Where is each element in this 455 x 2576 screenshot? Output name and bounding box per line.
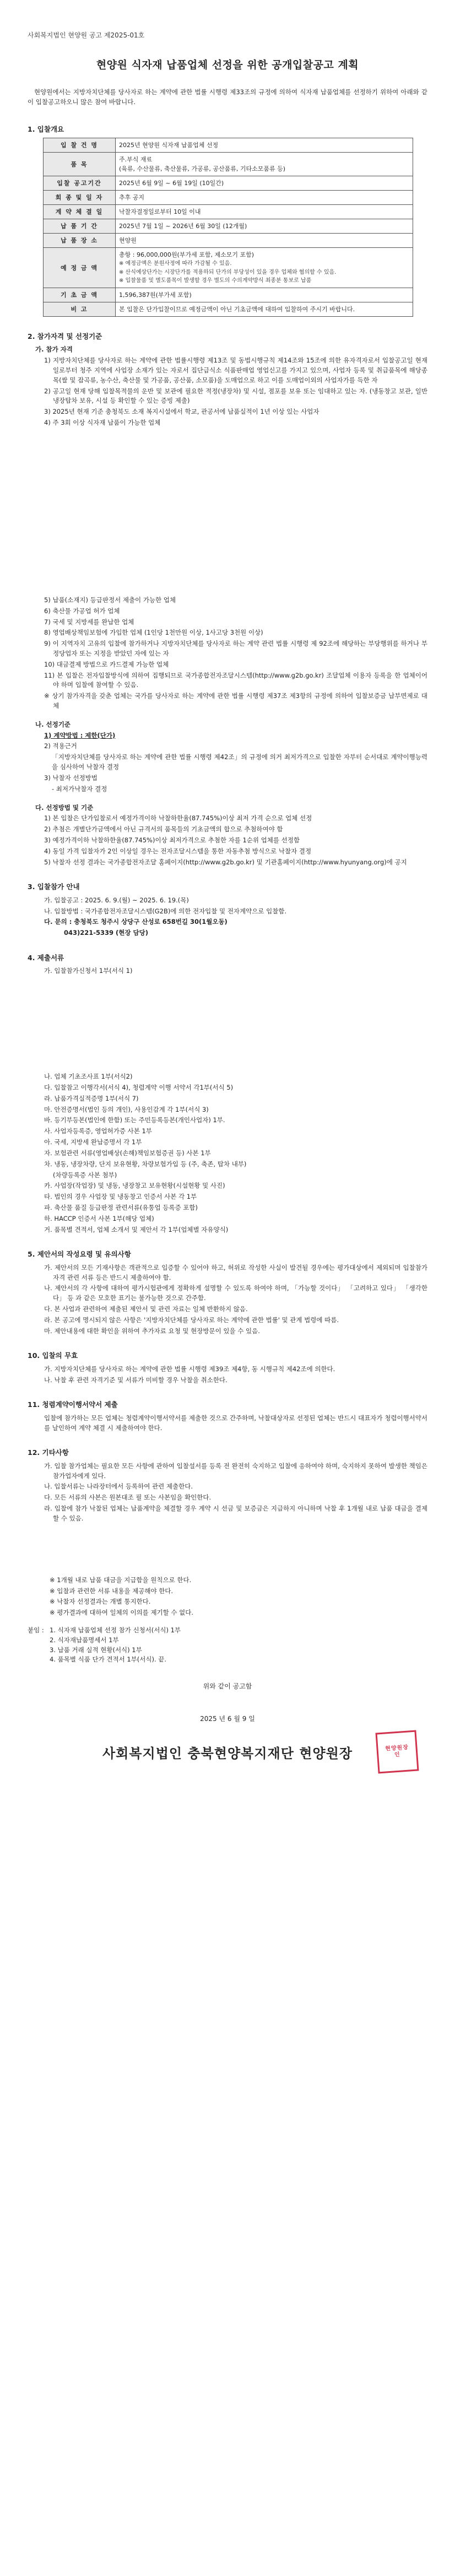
- budget-total: 총항 : 96,000,000원(부가세 포함, 제소모기 포함): [119, 251, 254, 259]
- footnote: ※ 평가결과에 대하여 일체의 이의를 제기할 수 없다.: [50, 1609, 194, 1617]
- list-item: 9) 이 지역자치 고유의 입찰에 참가하거나 지방자치단체를 당사자로 하는 계약 관련 법률 시행령 제 92조에 해당하는 부당행위를 하거나 부정당업자 또는 지정을 받았던 자에 있는 자: [44, 640, 427, 657]
- section-11-heading: 11. 청렴계약이행서약서 제출: [28, 1400, 118, 1409]
- intro-paragraph: 현양원에서는 지방자치단체를 당사자로 하는 계약에 관한 법률 시행령 제33조의 규정에 의하여 식자재 납품업체를 선정하기 위하여 아래와 같이 입찰공고하오니 많은 참여 바랍니다.: [28, 88, 427, 106]
- list-item: 1) 지방자치단체를 당사자로 하는 계약에 관한 법률시행령 제13조 및 동법시행규칙 제14조와 15조에 의한 유자격자로서 입찰공고일 현재일로부터 청주 지역에 사업장 소재가 있는 자로서 집단급식소 식품판매업 영업신고를 가지고 있으며, 사업자 등록 및 취급품목에 해당종목(쌀 및 잡곡류, 농수산, 축산물 및 가공품, 공산품, 소모품)을 도매업으로 하고 이를 도매업이외의 사업자가를 득한 자: [44, 356, 427, 384]
- list-item: 나. 입찰서류는 나라장터에서 등록하여 관련 제출한다.: [44, 1482, 193, 1491]
- row-value: 2025년 현양원 식자재 납품업체 선정: [116, 138, 413, 153]
- list-item: 라. 입찰에 참가 낙찰된 업체는 납품계약을 체결할 경우 계약 시 선금 및 보증금은 지급하지 아니하며 낙찰 후 1개월 내로 납품 대금을 결제할 수 있음.: [44, 1505, 427, 1522]
- seal-text: 현양원장 인: [384, 1744, 409, 1758]
- row-value: 1,596,387원(부가세 포함): [116, 288, 413, 302]
- list-item: 차. 냉동, 냉장차량, 단지 보유현황, 차량보험가입 등 (주, 축존, 탑차 내부): [44, 1160, 247, 1168]
- notice-number: 사회복지법인 현양원 공고 제2025-01호: [28, 31, 145, 39]
- section-10-heading: 10. 입찰의 무효: [28, 1351, 78, 1360]
- list-item: - 최저가낙찰자 결정: [52, 784, 107, 793]
- list-item: 「지방자치단체를 당사자로 하는 계약에 관한 법률 시행령 제42조」의 규정에 의거 최저가격으로 입찰한 자부터 순서대로 계약이행능력을 심사하여 낙찰자 결정: [52, 753, 427, 771]
- subsection-heading: 다. 선정방법 및 기준: [35, 803, 94, 811]
- list-item: 나. 입찰방법 : 국가종합전자조달시스템(G2B)에 의한 전자입찰 및 전자계약으로 입찰함.: [44, 907, 287, 915]
- list-item: 라. 납품가격실적증명 1부(서식 7): [44, 1094, 139, 1102]
- list-item: 1) 본 입찰은 단가입찰로서 예정가격이하 낙찰하한율(87.745%)이상 최저 가격 순으로 업체 선정: [44, 814, 312, 822]
- row-label: 비 고: [44, 302, 116, 317]
- attachments: [28, 1626, 427, 1665]
- list-item: 가. 입찰 참가업체는 필요한 모든 사항에 관하여 입찰설서를 등록 전 완전히 숙지하고 입찰에 응하여야 하며, 숙지하지 못하여 발생한 책임은 참가업자에게 있다.: [44, 1462, 427, 1480]
- list-item: 가. 지방자치단체를 당사자로 하는 계약에 관한 법률 시행령 제39조 제4항, 동 시행규칙 제42조에 의한다.: [44, 1365, 335, 1373]
- list-item: 다. 입찰참고 이행각서(서식 4), 청렴계약 이행 서약서 각1부(서식 5): [44, 1084, 234, 1092]
- list-item: 다. 모든 서류의 사본은 원본대조 필 또는 사본임을 확인한다.: [44, 1493, 212, 1502]
- budget-note: ※ 산식예상단가는 시장단가를 적용하되 단가의 부당성이 있을 경우 업체와 협의할 수 있음.: [119, 269, 337, 275]
- list-item: 7) 국세 및 지방세를 완납한 업체: [44, 618, 134, 626]
- row-value: 현양원: [116, 234, 413, 248]
- closing-statement: 위와 같이 공고함: [203, 1682, 252, 1691]
- table-row: [44, 248, 413, 288]
- list-item: 나. 제안서의 각 사항에 대하여 평가시험관에게 정확하게 설명할 수 있도록 하여야 하며, 「가능할 것이다」 「고려하고 있다」 「생각한다」 등 과 같은 모호한 표기는 불가능한 것으로 간주함.: [44, 1284, 427, 1302]
- list-item: 자. 보험관련 서류(영업배상(손해)책임보험증권 등) 사본 1부: [44, 1149, 211, 1157]
- list-item: 4) 동일 가격 입찰자가 2인 이상일 경우는 전자조달시스템을 통한 자동추첨 방식으로 낙찰자 결정: [44, 847, 312, 855]
- subsection-heading: 나. 선정기준: [35, 720, 71, 728]
- row-label: 입찰 공고기간: [44, 176, 116, 191]
- section-1-heading: 1. 입찰개요: [28, 125, 64, 133]
- section-12-heading: 12. 기타사항: [28, 1448, 69, 1457]
- contract-method: 1) 계약방법 : 제한(단가): [44, 731, 116, 739]
- list-item: 10) 대금결제 방법으로 카드결제 가능한 업체: [44, 660, 169, 668]
- row-label: 계 약 체 결 일: [44, 205, 116, 219]
- notice-document: [28, 30, 427, 1765]
- table-row: [44, 205, 413, 219]
- list-item: 가. 입찰공고 : 2025. 6. 9.(월) ~ 2025. 6. 19.(목): [44, 896, 189, 904]
- list-item: 가. 제안서의 모든 기재사항은 객관적으로 입증할 수 있어야 하고, 허위로 작성한 사실이 발견될 경우에는 평가대상에서 제외되며 입찰참가 자격 관련 서류 등은 반드시 제출하여야 함.: [44, 1263, 427, 1281]
- table-row: [44, 176, 413, 191]
- list-item: 8) 영업배상책임보험에 가입한 업체 (1인당 1천만원 이상, 1사고당 3천원 이상): [44, 629, 263, 637]
- list-item: 2) 추첨은 개별단가금액에서 아닌 규격서의 품목들의 기초금액의 합으로 추첨하여야 함: [44, 825, 283, 834]
- row-label: 납 품 장 소: [44, 234, 116, 248]
- list-item: 바. 등기부등본(법인에 한함) 또는 주민등록등본(개인사업자) 1부.: [44, 1116, 225, 1124]
- budget-note: ※ 입찰물품 및 별도품목이 발생할 경우 별도의 수의계약방식 최종분 통보로 납품: [119, 278, 312, 284]
- contact-address: 다. 문의 : 충청북도 청주시 상당구 산성로 658번길 30(1월오동): [44, 918, 228, 926]
- overview-table: [43, 138, 413, 317]
- row-label: 품 목: [44, 153, 116, 176]
- row-label: 납 품 기 간: [44, 219, 116, 234]
- list-item: 2) 적용근거: [44, 742, 77, 750]
- attachment-item: 4. 품목별 식품 단가 견적서 1부(서식). 끝.: [50, 1655, 167, 1664]
- list-item: 6) 축산물 가공업 허가 업체: [44, 607, 120, 615]
- budget-cell: [116, 248, 413, 288]
- issuer-name-text: 사회복지법인 충북현양복지재단 현양원장: [102, 1746, 353, 1762]
- list-item: 마. 제안내용에 대한 확인을 위하여 추가자료 요청 및 현장방문이 있을 수 있음.: [44, 1327, 260, 1335]
- budget-note: ※ 예정금액은 분원사정에 따라 가감될 수 있음.: [119, 261, 232, 267]
- attachments-label: 붙임 :: [28, 1626, 44, 1634]
- list-item: 다. 본 사업과 관련하여 제출된 제안서 및 관련 자료는 일체 반환하지 않음.: [44, 1305, 248, 1313]
- list-item: 아. 국세, 지방세 완납증명서 각 1부: [44, 1138, 142, 1146]
- list-item: 3) 2025년 현재 기준 충청북도 소재 복지시설에서 학교, 관공서에 납품실적이 1년 이상 있는 사업자: [44, 408, 319, 416]
- row-label: 회 종 및 일 자: [44, 191, 116, 205]
- row-label: 기 초 금 액: [44, 288, 116, 302]
- table-row: [44, 234, 413, 248]
- list-item: 3) 예정가격이하 낙찰하한율(87.745%)이상 최저가격으로 추첨한 자를 1순위 업체를 선정함: [44, 836, 300, 844]
- contact-phone: 043)221-5339 (현장 담당): [64, 929, 149, 937]
- section-5-heading: 5. 제안서의 작성요령 및 유의사항: [28, 1250, 131, 1259]
- row-value: 2025년 6월 9일 ~ 6월 19일 (10일간): [116, 176, 413, 191]
- section-4-heading: 4. 제출서류: [28, 954, 64, 962]
- page-break-space: [28, 1525, 427, 1574]
- list-item: 5) 낙찰자 선정 결과는 국가종합전자조달 홈페이지(http://www.g2b.go.kr) 및 기관홈페이지(http://www.hyunyang.org)에 공지: [44, 858, 407, 866]
- attachment-item: 2. 식자재납품명세서 1부: [50, 1636, 119, 1644]
- list-item: 나. 업체 기초조사표 1부(서식2): [44, 1073, 133, 1081]
- list-item: 2) 공고일 현재 당해 입찰목적물의 운반 및 보관에 필요한 적정(냉장차) 및 시설, 점포를 보유 또는 임대하고 있는 자. (냉동창고 보관, 일반 냉장탑차 보유, 시설 등 확인할 수 있는 증빙 제출): [44, 387, 427, 405]
- attachments-list: [50, 1626, 181, 1665]
- table-row: [44, 288, 413, 302]
- page-break-space: [28, 977, 427, 1071]
- document-title: 현양원 식자재 납품업체 선정을 위한 공개입찰공고 계획: [96, 58, 359, 71]
- row-value: 2025년 7월 1일 ~ 2026년 6월 30일 (12개월): [116, 219, 413, 234]
- list-item: 5) 납품(소재지) 등급판정서 제출이 가능한 업체: [44, 596, 176, 604]
- list-item: 4) 주 3회 이상 식자재 납품이 가능한 업체: [44, 419, 161, 427]
- footnote: ※ 낙찰자 선정결과는 개별 통지한다.: [50, 1598, 151, 1606]
- list-item: 거. 품목별 견적서, 업체 소개서 및 제안서 각 1부(업체별 자유양식): [44, 1225, 229, 1233]
- page-break-space: [28, 429, 427, 594]
- row-value: 낙찰자결정일로부터 10일 이내: [116, 205, 413, 219]
- row-label: 입 찰 건 명: [44, 138, 116, 153]
- table-row: [44, 191, 413, 205]
- list-item: 3) 낙찰자 선정방법: [44, 773, 98, 782]
- table-row: [44, 219, 413, 234]
- integrity-paragraph: 입찰에 참가하는 모든 업체는 청렴계약이행서약서를 제출한 것으로 간주하며, 낙찰대상자로 선정된 업체는 반드시 대표자가 청렴이행서약서를 날인하여 계약 체결 시 제출하여야 한다.: [44, 1414, 427, 1432]
- official-seal: [376, 1730, 419, 1774]
- section-2-heading: 2. 참가자격 및 선정기준: [28, 332, 102, 341]
- list-item: 마. 안전증명서(법인 등의 개인), 사용인감계 각 1부(서식 3): [44, 1105, 209, 1113]
- list-item: 사. 사업자등록증, 영업허가증 사본 1부: [44, 1127, 152, 1135]
- footnote: ※ 입찰과 관련한 서류 내용을 제공해야 한다.: [50, 1587, 174, 1595]
- list-item: 가. 입찰참가신청서 1부(서식 1): [44, 967, 133, 975]
- row-value: 추후 공지: [116, 191, 413, 205]
- list-item: 하. HACCP 인증서 사본 1부(해당 업체): [44, 1214, 154, 1222]
- list-item: 나. 낙찰 후 관련 자격기준 및 서류가 미비할 경우 낙찰을 취소한다.: [44, 1376, 228, 1384]
- issue-date: 2025 년 6 월 9 일: [200, 1714, 255, 1723]
- list-item: 라. 본 공고에 명시되지 않은 사항은 '지방자치단체를 당사자로 하는 계약에 관한 법률' 및 관계 법령에 따름.: [44, 1316, 339, 1324]
- table-row: [44, 138, 413, 153]
- row-value: 본 입찰은 단가입찰이므로 예정금액이 아닌 기초금액에 대하여 입찰하여 주시기 바랍니다.: [116, 302, 413, 317]
- subsection-heading: 가. 참가 자격: [35, 345, 73, 354]
- list-item: 타. 법인의 경우 사업장 및 냉동창고 인증서 사본 각 1부: [44, 1193, 197, 1201]
- list-item: 11) 본 입찰은 전자입찰방식에 의하여 집행되므로 국가종합전자조달시스템(http://www.g2b.go.kr) 조달업체 이용자 등록을 한 업체이어야 하며 입찰에 참여할 수 있음.: [44, 671, 427, 689]
- list-item: ※ 상기 참가자격을 갖춘 업체는 국가를 당사자로 하는 계약에 관한 법률 시행령 제37조 제3항의 규정에 의하여 입찰보증금 납부면제로 대체: [44, 692, 427, 710]
- issuer-name: [28, 1744, 427, 1764]
- row-value: 주.부식 재료 (육류, 수산물류, 축산물류, 가공류, 공산품류, 기타소모품류 등): [116, 153, 413, 176]
- table-row: [44, 302, 413, 317]
- list-item: 파. 축산물 품질 등급판정 관련서류(유통업 등록증 포함): [44, 1203, 198, 1211]
- attachment-item: 3. 납품 거래 실적 현황(서식) 1부: [50, 1646, 142, 1654]
- row-label: 예 정 금 액: [44, 248, 116, 288]
- section-3-heading: 3. 입찰참가 안내: [28, 883, 80, 891]
- list-item: (차량등록증 사본 첨부): [53, 1171, 117, 1179]
- list-item: 카. 사업장(작업장) 및 냉동, 냉장창고 보유현황(시설현황 및 사진): [44, 1182, 225, 1190]
- footnote: ※ 1개월 내로 납품 대금을 지급함을 원칙으로 한다.: [50, 1576, 192, 1584]
- table-row: [44, 153, 413, 176]
- attachment-item: 1. 식자재 납품업체 선정 참가 신청서(서식) 1부: [50, 1626, 181, 1634]
